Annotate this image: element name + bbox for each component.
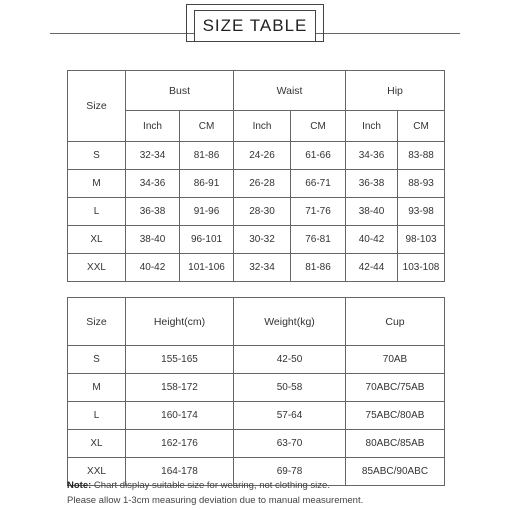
header-waist: Waist — [234, 71, 346, 111]
unit-header: CM — [180, 111, 234, 142]
unit-header: CM — [398, 111, 445, 142]
size-cell: XXL — [68, 254, 126, 282]
table-cell: 103-108 — [398, 254, 445, 282]
header-weight: Weight(kg) — [234, 298, 346, 346]
table-cell: 28-30 — [234, 198, 291, 226]
table-cell: 32-34 — [234, 254, 291, 282]
unit-header: Inch — [234, 111, 291, 142]
table-cell: 66-71 — [291, 170, 346, 198]
footnote — [67, 478, 363, 508]
table-cell: 71-76 — [291, 198, 346, 226]
table-cell: 164-178 — [126, 458, 234, 486]
size-cell: L — [68, 402, 126, 430]
height-weight-cup-table — [67, 297, 445, 486]
note-text-2: Please allow 1-3cm measuring deviation due to manual measurement. — [67, 495, 364, 506]
unit-header: Inch — [126, 111, 180, 142]
table-cell: 81-86 — [291, 254, 346, 282]
table-cell: 98-103 — [398, 226, 445, 254]
table-header-row — [68, 71, 445, 111]
table-row — [68, 226, 445, 254]
size-cell: XXL — [68, 458, 126, 486]
unit-header: CM — [291, 111, 346, 142]
table-row — [68, 198, 445, 226]
table-cell: 42-50 — [234, 346, 346, 374]
note-label: Note: — [67, 480, 92, 491]
table-cell: 36-38 — [346, 170, 398, 198]
table-row — [68, 346, 445, 374]
table-cell: 34-36 — [126, 170, 180, 198]
table-row — [68, 254, 445, 282]
size-cell: S — [68, 346, 126, 374]
table-cell: 63-70 — [234, 430, 346, 458]
header-cup: Cup — [346, 298, 445, 346]
table-cell: 30-32 — [234, 226, 291, 254]
table-cell: 61-66 — [291, 142, 346, 170]
title-frame — [186, 4, 326, 44]
table-cell: 38-40 — [346, 198, 398, 226]
size-cell: L — [68, 198, 126, 226]
table-cell: 40-42 — [346, 226, 398, 254]
table-cell: 93-98 — [398, 198, 445, 226]
table-cell: 42-44 — [346, 254, 398, 282]
table-cell: 96-101 — [180, 226, 234, 254]
table-cell: 32-34 — [126, 142, 180, 170]
table-row — [68, 142, 445, 170]
size-cell: XL — [68, 226, 126, 254]
table-cell: 162-176 — [126, 430, 234, 458]
table-cell: 70ABC/75AB — [346, 374, 445, 402]
table-cell: 38-40 — [126, 226, 180, 254]
table-cell: 36-38 — [126, 198, 180, 226]
table-cell: 155-165 — [126, 346, 234, 374]
size-cell: M — [68, 170, 126, 198]
table-cell: 86-91 — [180, 170, 234, 198]
table-cell: 101-106 — [180, 254, 234, 282]
table-cell: 70AB — [346, 346, 445, 374]
size-cell: S — [68, 142, 126, 170]
table-row — [68, 170, 445, 198]
header-height: Height(cm) — [126, 298, 234, 346]
title-banner — [0, 0, 510, 50]
table-cell: 80ABC/85AB — [346, 430, 445, 458]
header-size: Size — [68, 71, 126, 142]
table-row — [68, 374, 445, 402]
size-cell: M — [68, 374, 126, 402]
table-cell: 81-86 — [180, 142, 234, 170]
table-cell: 69-78 — [234, 458, 346, 486]
note-text-1: Chart display suitable size for wearing, not clothing size. — [91, 480, 330, 491]
table-cell: 24-26 — [234, 142, 291, 170]
header-hip: Hip — [346, 71, 445, 111]
table-cell: 40-42 — [126, 254, 180, 282]
table-cell: 75ABC/80AB — [346, 402, 445, 430]
table-cell: 76-81 — [291, 226, 346, 254]
table-cell: 160-174 — [126, 402, 234, 430]
body-measurement-table — [67, 70, 445, 282]
table-cell: 158-172 — [126, 374, 234, 402]
size-cell: XL — [68, 430, 126, 458]
footnote-line-1 — [67, 478, 363, 493]
table-cell: 50-58 — [234, 374, 346, 402]
table-cell: 83-88 — [398, 142, 445, 170]
header-size: Size — [68, 298, 126, 346]
table-row — [68, 402, 445, 430]
table-cell: 91-96 — [180, 198, 234, 226]
table-cell: 34-36 — [346, 142, 398, 170]
header-bust: Bust — [126, 71, 234, 111]
unit-header: Inch — [346, 111, 398, 142]
table-header-row — [68, 298, 445, 346]
page-title: SIZE TABLE — [194, 10, 316, 42]
table-row — [68, 430, 445, 458]
table-cell: 88-93 — [398, 170, 445, 198]
table-cell: 26-28 — [234, 170, 291, 198]
table-cell: 85ABC/90ABC — [346, 458, 445, 486]
table-cell: 57-64 — [234, 402, 346, 430]
